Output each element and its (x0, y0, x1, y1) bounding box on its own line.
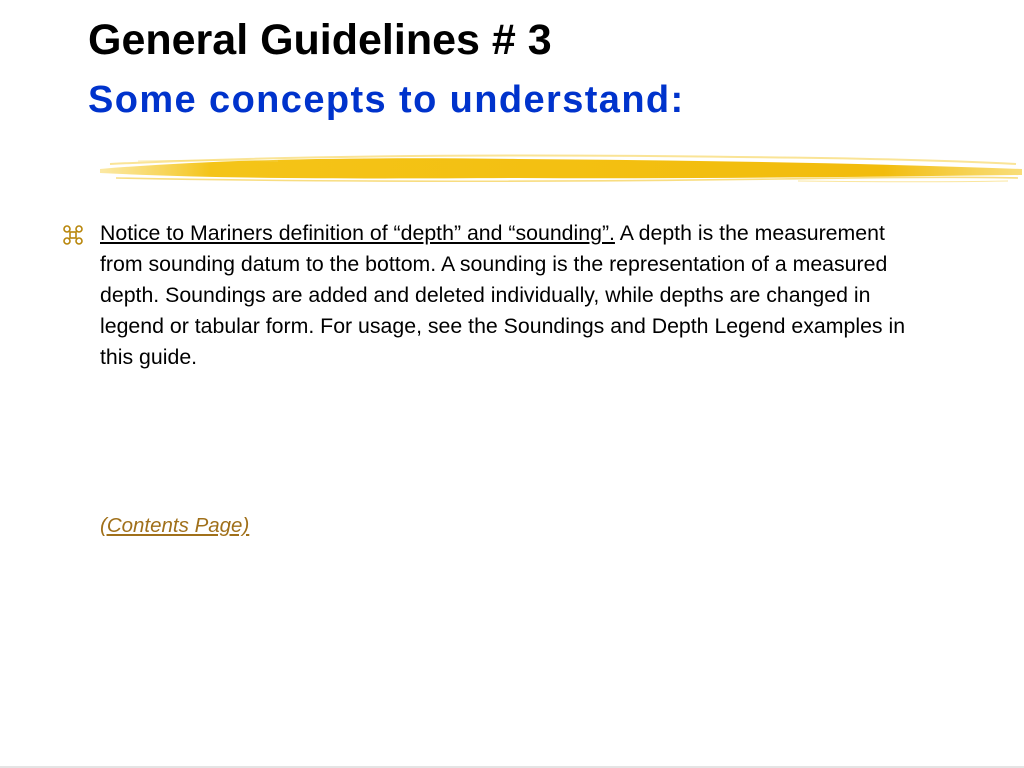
slide-title: General Guidelines # 3 (88, 16, 552, 64)
slide-subtitle: Some concepts to understand: (88, 79, 685, 121)
bullet-paragraph (100, 218, 930, 373)
bullet-body-text: A depth is the measurement from sounding datum to the bottom. A sounding is the representation of a measured depth. Soundings are added and deleted individually, while depths are changed in legend or tabular form. For usage, see the Soundings and Depth Legend examples in this guide. (100, 221, 906, 369)
bullet-lead-underlined: Notice to Mariners definition of “depth” and “sounding”. (100, 221, 615, 245)
contents-page-link[interactable]: (Contents Page) (100, 514, 250, 537)
yellow-brush-stroke (98, 148, 1024, 188)
command-key-icon (62, 224, 84, 246)
